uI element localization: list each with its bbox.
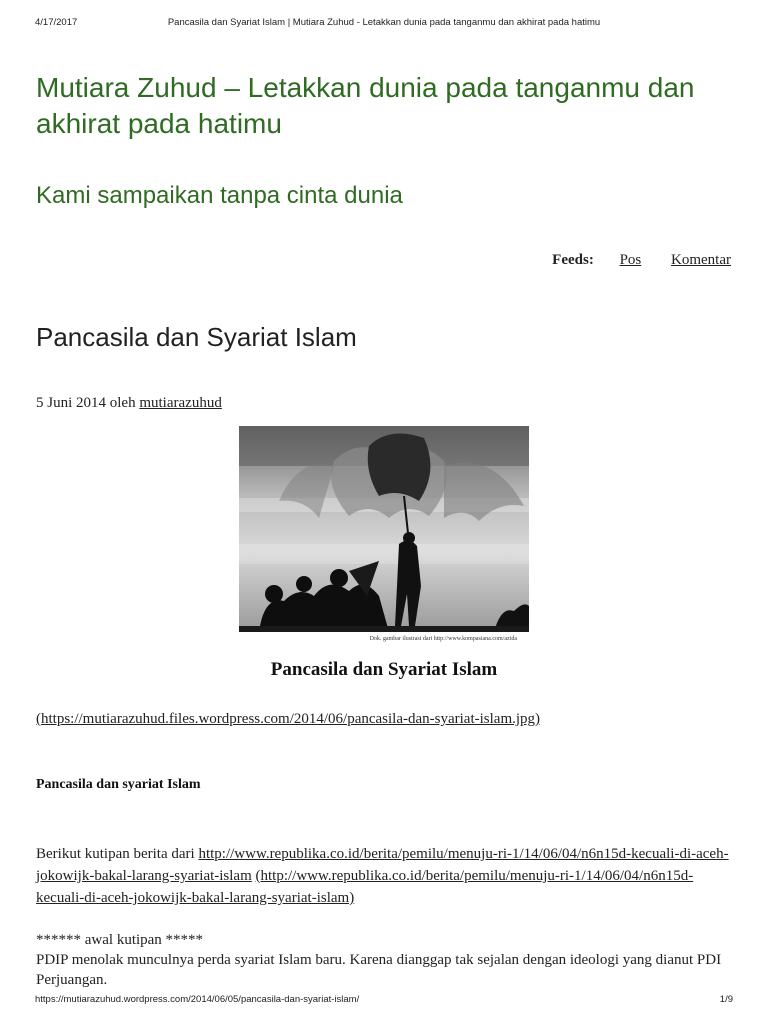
feed-comments-link[interactable]: Komentar xyxy=(671,252,731,268)
image-credit: Dok. gambar ilustrasi dari http://www.kompasiana.com/azida xyxy=(369,636,517,642)
post-title: Pancasila dan Syariat Islam xyxy=(36,322,357,352)
image-url-link[interactable]: (https://mutiarazuhud.files.wordpress.com/2014/06/pancasila-dan-syariat-islam.jpg) xyxy=(36,711,541,727)
para-intro: Berikut kutipan berita dari xyxy=(36,846,195,862)
post-author-link[interactable]: mutiarazuhud xyxy=(139,395,222,411)
feed-posts-link[interactable]: Pos xyxy=(619,252,642,268)
print-url: https://mutiarazuhud.wordpress.com/2014/06/05/pancasila-dan-syariat-islam/ xyxy=(35,994,360,1005)
post-date: 5 Juni 2014 oleh xyxy=(36,395,136,411)
site-description: Kami sampaikan tanpa cinta dunia xyxy=(36,182,403,209)
site-title[interactable]: Mutiara Zuhud – Letakkan dunia pada tanganmu dan akhirat pada hatimu xyxy=(36,72,695,139)
image-caption: Pancasila dan Syariat Islam xyxy=(270,659,498,680)
image-url xyxy=(36,711,540,728)
print-page-number: 1/9 xyxy=(719,994,733,1005)
source-link[interactable]: http://www.republika.co.id/berita/pemilu/menuju-ri-1/14/06/04/n6n15d-kecuali-di-aceh-jokowijk-bakal-larang-syariat-islam xyxy=(36,846,729,884)
quote-text: PDIP menolak munculnya perda syariat Islam baru. Karena dianggap tak sejalan dengan ideologi yang dianut PDI Perjuangan. xyxy=(36,952,722,988)
post-subheading: Pancasila dan syariat Islam xyxy=(36,777,201,792)
print-footer xyxy=(35,994,733,1008)
print-page-title: Pancasila dan Syariat Islam | Mutiara Zuhud - Letakkan dunia pada tanganmu dan akhirat pada hatimu xyxy=(167,17,601,28)
post-meta xyxy=(36,395,222,412)
print-header xyxy=(35,17,733,31)
quote-start: ****** awal kutipan ***** xyxy=(36,932,204,948)
feeds-bar xyxy=(552,252,731,269)
feeds-label: Feeds: xyxy=(552,252,594,268)
illustration-image xyxy=(239,426,529,632)
post-image[interactable] xyxy=(239,426,529,642)
post-paragraph xyxy=(36,843,736,909)
source-link-paren[interactable]: (http://www.republika.co.id/berita/pemilu/menuju-ri-1/14/06/04/n6n15d-kecuali-di-aceh-jokowijk-bakal-larang-syariat-islam) xyxy=(36,868,694,906)
quote-block xyxy=(36,930,736,990)
print-date: 4/17/2017 xyxy=(35,17,78,28)
